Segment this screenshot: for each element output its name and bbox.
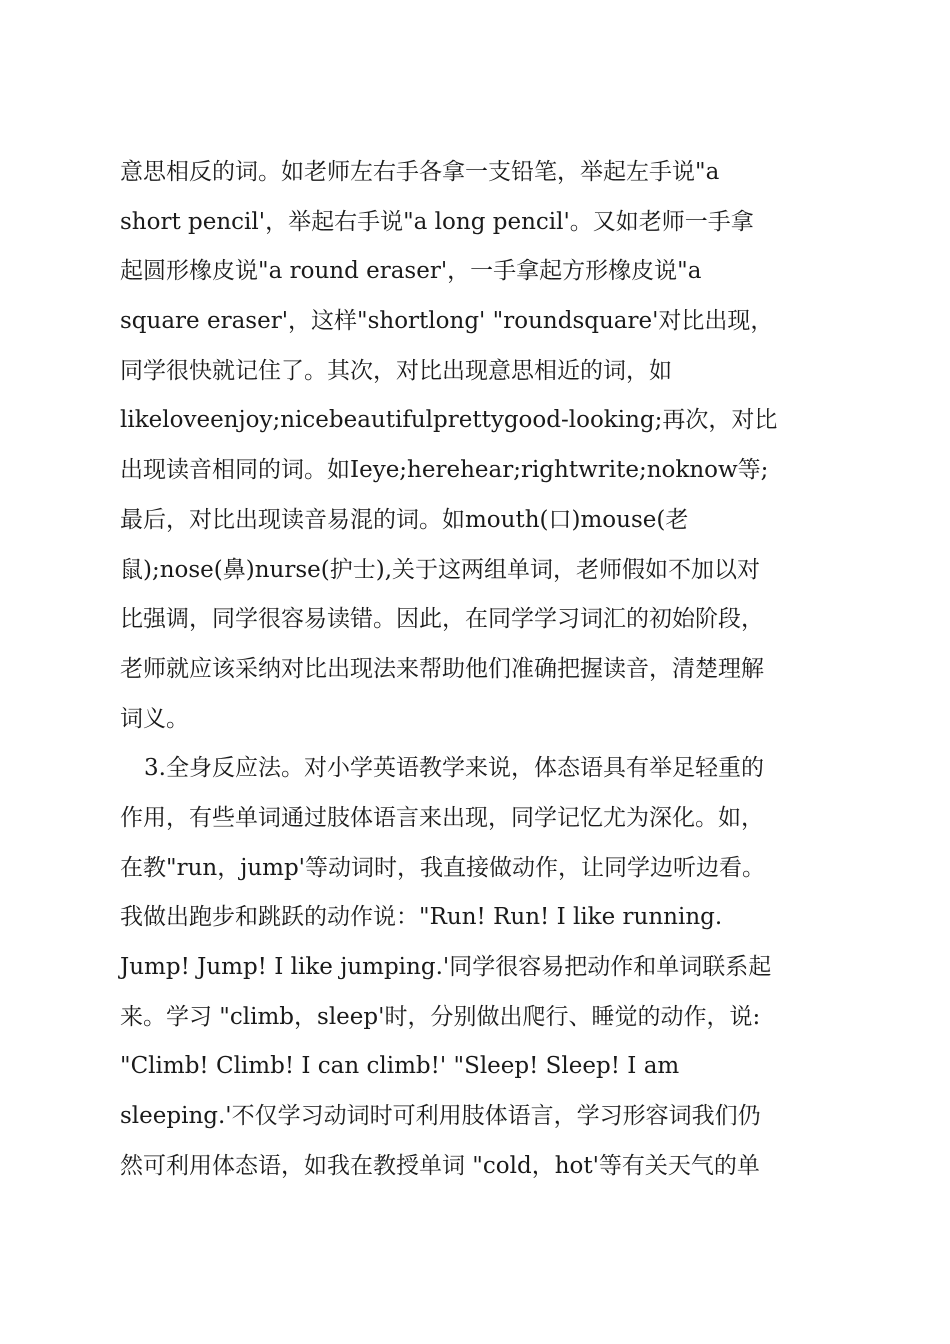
text-line: 鼠);nose(鼻)nurse(护士),关于这两组单词，老师假如不加以对 xyxy=(120,556,761,583)
text-line: sleeping.'不仅学习动词时可利用肢体语言，学习形容词我们仍 xyxy=(120,1103,761,1130)
text-line: square eraser'，这样"shortlong' "roundsquare'对比出现， xyxy=(120,308,774,335)
text-line: 词义。 xyxy=(120,705,189,732)
text-line: 在教"run，jump'等动词时，我直接做动作，让同学边听边看。 xyxy=(120,854,765,881)
text-line: 来。学习 "climb，sleep'时，分别做出爬行、睡觉的动作，说: xyxy=(120,1003,761,1030)
text-line: 同学很快就记住了。其次，对比出现意思相近的词，如 xyxy=(120,357,672,384)
text-line: "Climb! Climb! I can climb!' "Sleep! Sleep! I am xyxy=(120,1053,680,1080)
text-line: 起圆形橡皮说"a round eraser'，一手拿起方形橡皮说"a xyxy=(120,258,702,285)
text-line: 出现读音相同的词。如Ieye;herehear;rightwrite;noknow等; xyxy=(120,457,769,484)
text-line: 最后，对比出现读音易混的词。如mouth(口)mouse(老 xyxy=(120,506,689,533)
text-line: 比强调，同学很容易读错。因此，在同学学习词汇的初始阶段， xyxy=(120,606,764,633)
text-line: short pencil'，举起右手说"a long pencil'。又如老师一手拿 xyxy=(120,208,754,235)
text-line: 我做出跑步和跳跃的动作说："Run! Run! I like running. xyxy=(120,904,723,931)
section-heading-line: 3.全身反应法。对小学英语教学来说，体态语具有举足轻重的 xyxy=(144,755,764,782)
text-line: 老师就应该采纳对比出现法来帮助他们准确把握读音，清楚理解 xyxy=(120,655,764,682)
text-line: 作用，有些单词通过肢体语言来出现，同学记忆尤为深化。如， xyxy=(120,804,764,831)
text-line: 然可利用体态语，如我在教授单词 "cold，hot'等有关天气的单 xyxy=(120,1152,760,1179)
text-line: 意思相反的词。如老师左右手各拿一支铅笔，举起左手说"a xyxy=(120,159,720,185)
body-text xyxy=(120,148,840,1191)
text-line: Jump! Jump! I like jumping.'同学很容易把动作和单词联系起 xyxy=(120,954,772,980)
text-line: likeloveenjoy;nicebeautifulprettygood-looking;再次，对比 xyxy=(120,407,778,434)
